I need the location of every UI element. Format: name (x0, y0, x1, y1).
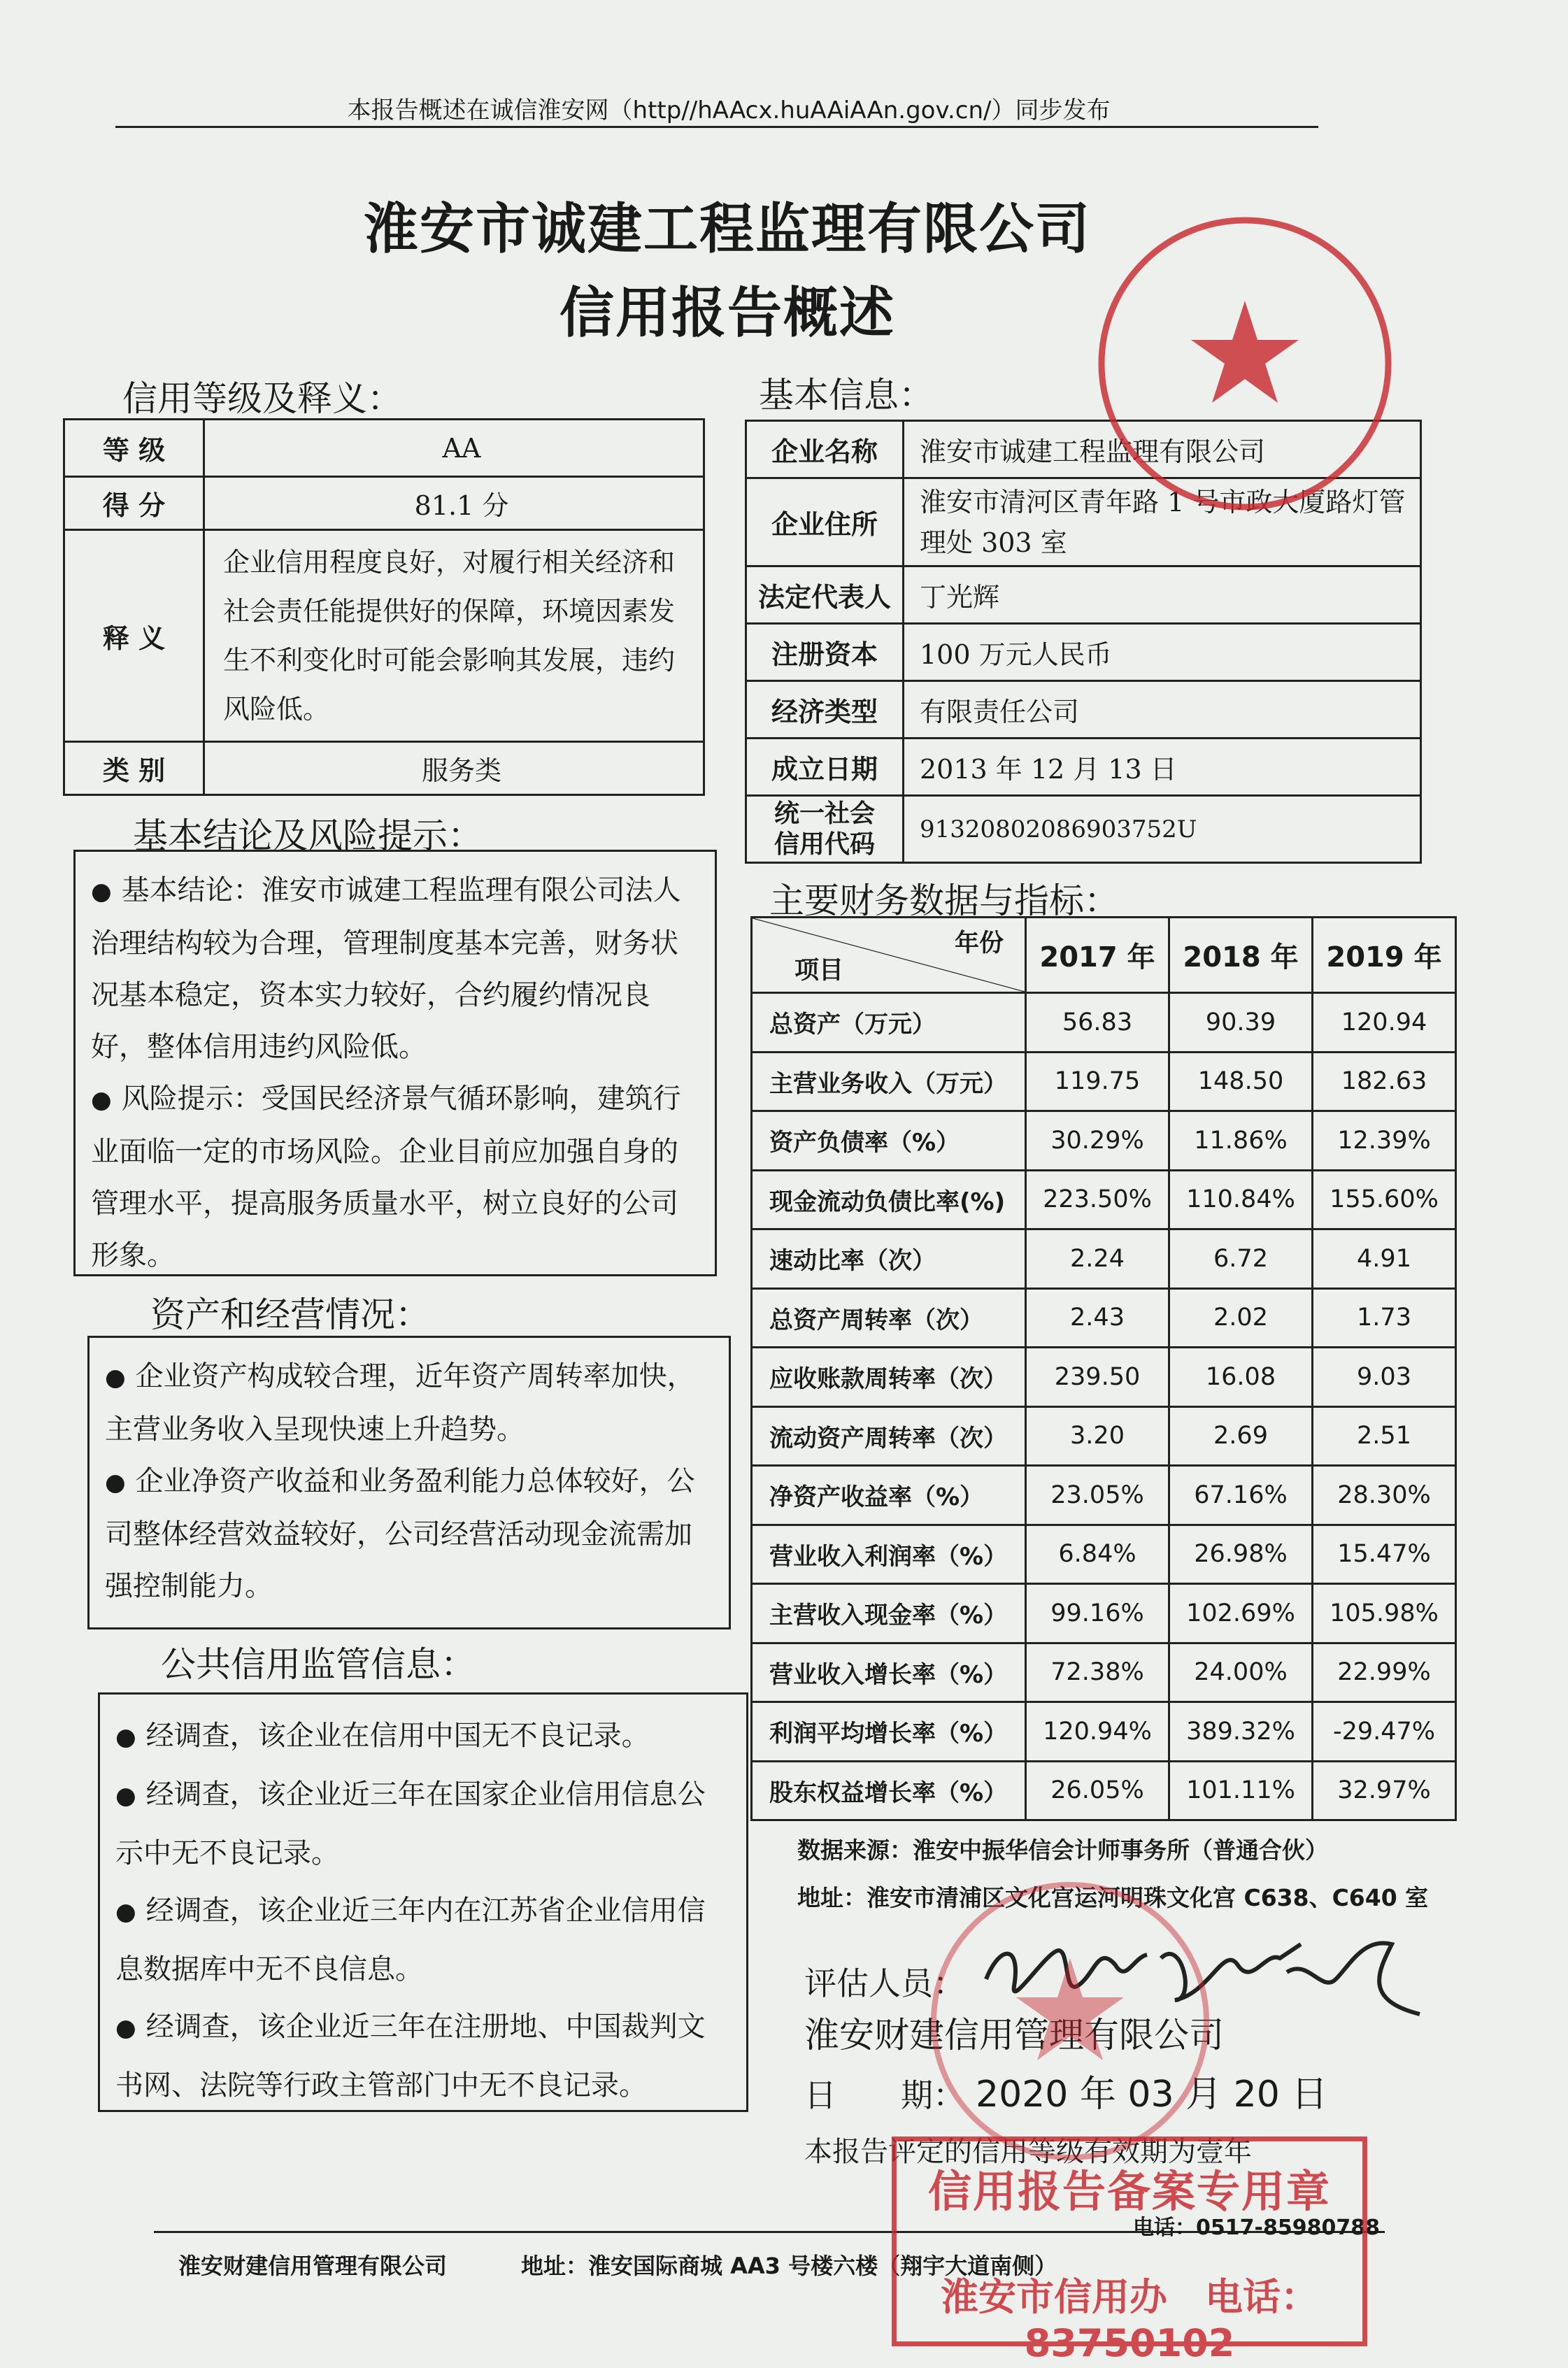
basic-info-label: 注册资本 (746, 624, 904, 681)
financial-item-name: 营业收入利润率（%） (752, 1525, 1026, 1584)
public-credit-item: ● 经调查，该企业近三年内在江苏省企业信用信息数据库中无不良信息。 (115, 1895, 706, 1985)
operations-item: ● 企业净资产收益和业务盈利能力总体较好，公司整体经营效益较好，公司经营活动现金流需加强控制能力。 (105, 1465, 695, 1602)
year-header: 2017 年 (1026, 918, 1169, 993)
financial-value: 72.38% (1026, 1643, 1169, 1702)
financial-table (750, 916, 1457, 1821)
report-title-line2: 信用报告概述 (559, 282, 895, 345)
financial-row (752, 993, 1456, 1053)
financial-value: 26.98% (1169, 1525, 1313, 1584)
financial-row (752, 1643, 1456, 1702)
evaluator-label: 评估人员： (804, 1964, 965, 2002)
basic-info-label: 成立日期 (746, 739, 904, 796)
financial-row (752, 1406, 1456, 1466)
financial-row (752, 1702, 1456, 1762)
financial-row (752, 1170, 1456, 1229)
financial-item-name: 资产负债率（%） (752, 1111, 1026, 1171)
category-value: 服务类 (204, 742, 704, 795)
conclusion-heading: 基本结论及风险提示： (133, 815, 483, 856)
financial-row (752, 1761, 1456, 1820)
financial-row (752, 1466, 1456, 1525)
public-credit-item: ● 经调查，该企业近三年在注册地、中国裁判文书网、法院等行政主管部门中无不良记录。 (115, 2011, 706, 2102)
corner-year-label: 年份 (954, 929, 1004, 957)
financial-row (752, 1525, 1456, 1584)
bullet-icon: ● (91, 1086, 112, 1114)
basic-info-label: 企业名称 (746, 421, 904, 478)
financial-item-name: 营业收入增长率（%） (752, 1643, 1026, 1702)
operations-heading: 资产和经营情况： (150, 1294, 430, 1335)
basic-info-value: 2013 年 12 月 13 日 (904, 739, 1421, 796)
government-round-seal (1091, 210, 1399, 518)
financial-value: 6.84% (1026, 1525, 1169, 1584)
financial-value: 11.86% (1169, 1111, 1313, 1171)
rating-heading: 信用等级及释义： (122, 378, 402, 419)
financial-row (752, 1348, 1456, 1407)
conclusion-box (73, 850, 717, 1276)
financial-item-name: 现金流动负债比率(%) (752, 1170, 1026, 1229)
footer-address: 地址：淮安国际商城 AA3 号楼六楼（翔宇大道南侧） (521, 2253, 1057, 2279)
financial-value: 155.60% (1313, 1170, 1456, 1229)
basic-info-value: 100 万元人民币 (904, 624, 1421, 681)
basic-info-value: 淮安市清河区青年路 1 号市政大厦路灯管理处 303 室 (904, 478, 1421, 566)
report-title-line1: 淮安市诚建工程监理有限公司 (363, 198, 1091, 261)
financial-item-name: 总资产（万元） (752, 993, 1026, 1053)
financial-value: 101.11% (1169, 1761, 1313, 1820)
financial-value: 3.20 (1026, 1406, 1169, 1466)
publication-note: 本报告概述在诚信淮安网（http//hAAcx.huAAiAAn.gov.cn/）同步发布 (347, 97, 1111, 124)
financial-item-name: 总资产周转率（次） (752, 1288, 1026, 1348)
basic-info-label: 企业住所 (746, 478, 904, 566)
financial-value: 2.43 (1026, 1288, 1169, 1348)
financial-row (752, 1584, 1456, 1643)
financial-value: 22.99% (1313, 1643, 1456, 1702)
financial-value: 2.24 (1026, 1229, 1169, 1289)
financial-value: 105.98% (1313, 1584, 1456, 1643)
bullet-icon: ● (91, 878, 112, 906)
data-source: 数据来源：淮安中振华信会计师事务所（普通合伙） (797, 1836, 1328, 1864)
basic-info-label: 经济类型 (746, 681, 904, 739)
financial-value: -29.47% (1313, 1702, 1456, 1762)
report-date: 2020 年 03 月 20 日 (976, 2074, 1328, 2116)
financial-value: 2.69 (1169, 1406, 1313, 1466)
corner-item-label: 项目 (794, 957, 844, 985)
bullet-icon: ● (105, 1469, 126, 1497)
financial-value: 119.75 (1026, 1052, 1169, 1111)
financial-value: 32.97% (1313, 1761, 1456, 1820)
filing-stamp (892, 2137, 1367, 2365)
financial-value: 28.30% (1313, 1466, 1456, 1525)
financial-value: 389.32% (1169, 1702, 1313, 1762)
source-address: 地址：淮安市清浦区文化宫运河明珠文化宫 C638、C640 室 (797, 1884, 1429, 1911)
level-label: 等 级 (64, 420, 204, 477)
date-label: 日 期： (804, 2076, 965, 2114)
financial-value: 110.84% (1169, 1170, 1313, 1229)
score-label: 得 分 (64, 477, 204, 530)
rating-agency: 淮安财建信用管理有限公司 (804, 2015, 1224, 2055)
financial-value: 120.94 (1313, 993, 1456, 1053)
financial-item-name: 利润平均增长率（%） (752, 1702, 1026, 1762)
financial-row (752, 1288, 1456, 1348)
filing-stamp-line2: 淮安市信用办 电话：83750102 (941, 2275, 1318, 2365)
financial-item-name: 净资产收益率（%） (752, 1466, 1026, 1525)
financial-rows (752, 993, 1456, 1820)
financial-value: 120.94% (1026, 1702, 1169, 1762)
public-credit-heading: 公共信用监管信息： (161, 1644, 476, 1685)
public-credit-box (98, 1692, 748, 2112)
public-credit-item: ● 经调查，该企业在信用中国无不良记录。 (115, 1720, 650, 1752)
public-credit-item: ● 经调查，该企业近三年在国家企业信用信息公示中无不良记录。 (115, 1778, 706, 1869)
financial-value: 12.39% (1313, 1111, 1456, 1171)
footer-company: 淮安财建信用管理有限公司 (178, 2253, 448, 2279)
financial-value: 223.50% (1026, 1170, 1169, 1229)
financial-value: 24.00% (1169, 1643, 1313, 1702)
financial-value: 16.08 (1169, 1348, 1313, 1407)
financial-value: 2.51 (1313, 1406, 1456, 1466)
operations-item: ● 企业资产构成较合理，近年资产周转率加快，主营业务收入呈现快速上升趋势。 (105, 1360, 695, 1446)
financial-item-name: 主营收入现金率（%） (752, 1584, 1026, 1643)
risk-item: ● 风险提示：受国民经济景气循环影响，建筑行业面临一定的市场风险。企业目前应加强自身的管理水平，提高服务质量水平，树立良好的公司形象。 (91, 1083, 681, 1271)
financial-item-name: 流动资产周转率（次） (752, 1406, 1026, 1466)
bullet-icon: ● (115, 1898, 136, 1926)
company-round-seal (923, 1874, 1217, 2168)
year-header: 2018 年 (1169, 918, 1313, 993)
header-rule (115, 126, 1318, 128)
financial-row (752, 1052, 1456, 1111)
conclusion-item: ● 基本结论：淮安市诚建工程监理有限公司法人治理结构较为合理，管理制度基本完善，财务状况基本稳定，资本实力较好，合约履约情况良好，整体信用违约风险低。 (91, 874, 681, 1063)
validity-note: 本报告评定的信用等级有效期为壹年 (804, 2136, 1252, 2168)
financial-item-name: 速动比率（次） (752, 1229, 1026, 1289)
basic-info-label: 法定代表人 (746, 566, 904, 624)
basic-info-value: 有限责任公司 (904, 681, 1421, 739)
basic-info-value: 91320802086903752U (904, 796, 1421, 863)
financial-value: 99.16% (1026, 1584, 1169, 1643)
meaning-value: 企业信用程度良好，对履行相关经济和社会责任能提供好的保障，环境因素发生不利变化时可能会影响其发展，违约风险低。 (204, 530, 704, 742)
financial-value: 90.39 (1169, 993, 1313, 1053)
financial-corner-cell (752, 918, 1026, 993)
year-header: 2019 年 (1313, 918, 1456, 993)
financial-value: 15.47% (1313, 1525, 1456, 1584)
basic-info-value: 淮安市诚建工程监理有限公司 (904, 421, 1421, 478)
financial-row (752, 1111, 1456, 1171)
bullet-icon: ● (105, 1364, 126, 1392)
financial-value: 2.02 (1169, 1288, 1313, 1348)
financial-heading: 主要财务数据与指标： (769, 880, 1119, 921)
financial-value: 26.05% (1026, 1761, 1169, 1820)
financial-value: 102.69% (1169, 1584, 1313, 1643)
filing-stamp-line1: 信用报告备案专用章 (927, 2166, 1331, 2217)
footer-phone: 电话：0517-85980788 (1133, 2216, 1380, 2240)
financial-item-name: 股东权益增长率（%） (752, 1761, 1026, 1820)
rating-table (63, 418, 705, 796)
basic-info-heading: 基本信息： (759, 375, 934, 415)
financial-value: 56.83 (1026, 993, 1169, 1053)
financial-value: 67.16% (1169, 1466, 1313, 1525)
financial-item-name: 应收账款周转率（次） (752, 1348, 1026, 1407)
financial-item-name: 主营业务收入（万元） (752, 1052, 1026, 1111)
category-label: 类 别 (64, 742, 204, 795)
financial-value: 4.91 (1313, 1229, 1456, 1289)
financial-value: 148.50 (1169, 1052, 1313, 1111)
bullet-icon: ● (115, 1782, 136, 1810)
financial-value: 9.03 (1313, 1348, 1456, 1407)
level-value: AA (204, 420, 704, 477)
financial-value: 239.50 (1026, 1348, 1169, 1407)
basic-info-label: 统一社会信用代码 (746, 796, 904, 863)
meaning-label: 释 义 (64, 530, 204, 742)
score-value: 81.1 分 (204, 477, 704, 530)
financial-value: 23.05% (1026, 1466, 1169, 1525)
basic-info-value: 丁光辉 (904, 566, 1421, 624)
financial-value: 1.73 (1313, 1288, 1456, 1348)
operations-box (87, 1336, 731, 1629)
bullet-icon: ● (115, 1723, 136, 1751)
financial-row (752, 1229, 1456, 1289)
financial-value: 30.29% (1026, 1111, 1169, 1171)
bullet-icon: ● (115, 2014, 136, 2042)
financial-value: 6.72 (1169, 1229, 1313, 1289)
financial-value: 182.63 (1313, 1052, 1456, 1111)
